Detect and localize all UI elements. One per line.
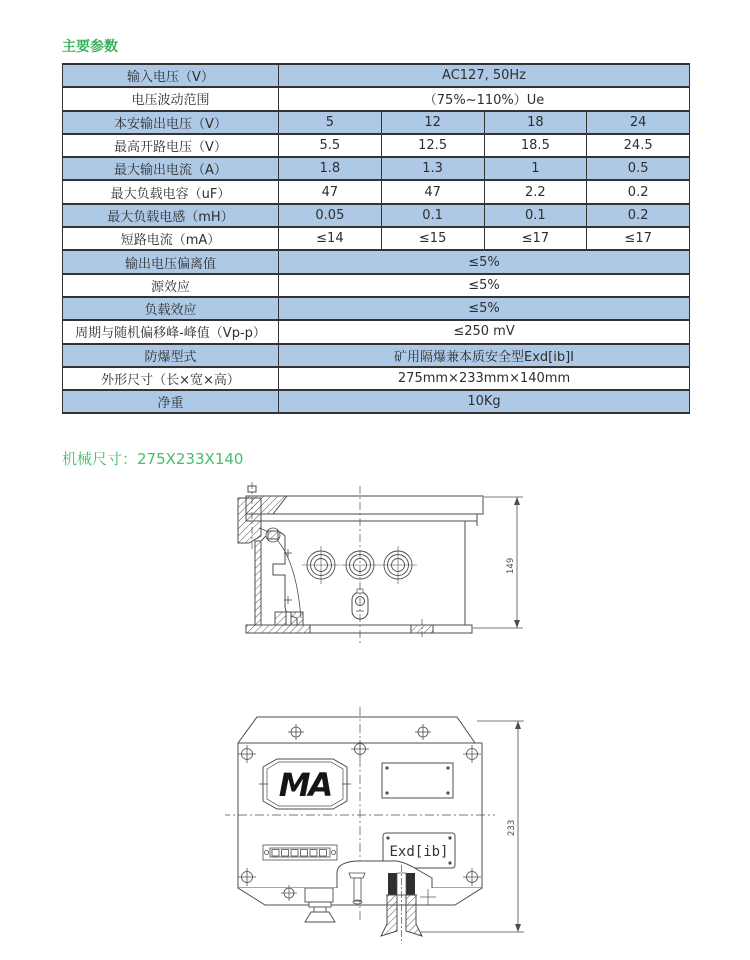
ma-mark-label: MA: [278, 766, 332, 804]
param-label: 最大负载电容（uF）: [63, 180, 279, 203]
param-cell: 12: [381, 111, 484, 134]
dim-height-label: 149: [506, 557, 516, 574]
param-label: 短路电流（mA）: [63, 227, 279, 250]
param-cell: 18: [484, 111, 587, 134]
param-value: 10Kg: [279, 390, 690, 413]
table-row: [63, 390, 690, 413]
param-cell: 47: [381, 180, 484, 203]
table-row: [63, 111, 690, 134]
ma-certification-badge: [259, 759, 351, 809]
param-label: 电压波动范围: [63, 87, 279, 110]
table-row: [63, 64, 690, 87]
table-row: [63, 344, 690, 367]
param-cell: 0.1: [381, 204, 484, 227]
param-cell: 12.5: [381, 134, 484, 157]
param-value: ≤250 mV: [279, 320, 690, 343]
param-label: 最高开路电压（V）: [63, 134, 279, 157]
dimension-149: [473, 497, 523, 628]
param-value: ≤5%: [279, 274, 690, 297]
table-row: [63, 87, 690, 110]
param-label: 最大负载电感（mH）: [63, 204, 279, 227]
table-row: [63, 157, 690, 180]
param-label: 防爆型式: [63, 344, 279, 367]
table-row: [63, 320, 690, 343]
param-value: ≤5%: [279, 297, 690, 320]
param-cell: 1.3: [381, 157, 484, 180]
exd-label: Exd[ib]: [389, 844, 449, 860]
terminal-strip: [263, 845, 337, 860]
param-label: 周期与随机偏移峰-峰值（Vp-p）: [63, 320, 279, 343]
param-value: 275mm×233mm×140mm: [279, 367, 690, 390]
cable-gland: [302, 546, 340, 584]
section-title-main-parameters: 主要参数: [62, 39, 118, 55]
param-cell: ≤14: [279, 227, 382, 250]
table-row: [63, 204, 690, 227]
param-cell: 0.2: [587, 204, 690, 227]
section-title-mechanical-size: 机械尺寸：275X233X140: [62, 450, 244, 468]
param-value: 矿用隔爆兼本质安全型Exd[ib]I: [279, 344, 690, 367]
param-label: 净重: [63, 390, 279, 413]
param-cell: 47: [279, 180, 382, 203]
param-label: 源效应: [63, 274, 279, 297]
param-cell: 24.5: [587, 134, 690, 157]
table-row: [63, 297, 690, 320]
cable-gland: [379, 546, 417, 584]
param-cell: 0.5: [587, 157, 690, 180]
table-row: [63, 180, 690, 203]
front-view-drawing: [225, 705, 545, 955]
param-label: 输入电压（V）: [63, 64, 279, 87]
param-label: 外形尺寸（长×宽×高）: [63, 367, 279, 390]
param-cell: 2.2: [484, 180, 587, 203]
param-cell: ≤17: [587, 227, 690, 250]
param-cell: 0.1: [484, 204, 587, 227]
param-cell: 24: [587, 111, 690, 134]
param-cell: ≤17: [484, 227, 587, 250]
table-row: [63, 250, 690, 273]
table-row: [63, 134, 690, 157]
param-cell: 18.5: [484, 134, 587, 157]
nameplate-blank: [382, 763, 453, 798]
side-view-drawing: [225, 478, 535, 650]
param-cell: 0.05: [279, 204, 382, 227]
param-cell: 0.2: [587, 180, 690, 203]
table-row: [63, 274, 690, 297]
param-label: 本安输出电压（V）: [63, 111, 279, 134]
param-cell: ≤15: [381, 227, 484, 250]
param-cell: 1: [484, 157, 587, 180]
mounting-bracket: [259, 528, 303, 625]
spec-table: [62, 63, 690, 414]
cable-gland-ports: [302, 546, 417, 584]
param-cell: 5: [279, 111, 382, 134]
dim-height-label: 233: [507, 819, 517, 836]
param-label: 最大输出电流（A）: [63, 157, 279, 180]
hinge-block: [238, 482, 261, 550]
param-cell: 5.5: [279, 134, 382, 157]
enclosure-lid: [246, 496, 483, 521]
param-value: （75%~110%）Ue: [279, 87, 690, 110]
table-row: [63, 367, 690, 390]
top-flange: [238, 717, 475, 743]
param-value: AC127, 50Hz: [279, 64, 690, 87]
param-label: 负载效应: [63, 297, 279, 320]
table-row: [63, 227, 690, 250]
param-label: 输出电压偏离值: [63, 250, 279, 273]
param-value: ≤5%: [279, 250, 690, 273]
param-cell: 1.8: [279, 157, 382, 180]
